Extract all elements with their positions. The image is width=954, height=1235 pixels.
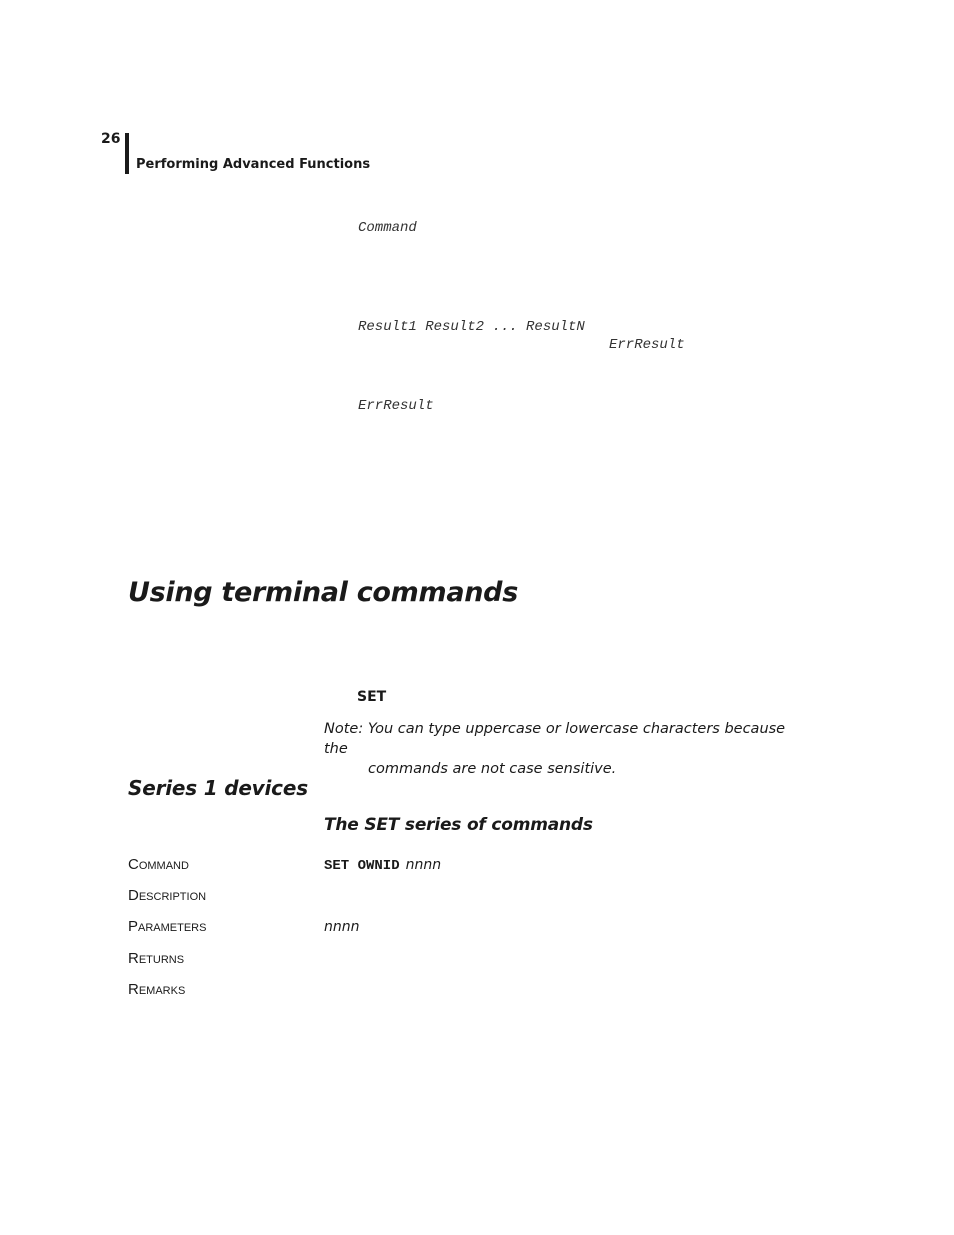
section-title: Using terminal commands: [128, 577, 518, 608]
page-number: 26: [101, 131, 121, 147]
syntax-err-result: ErrResult: [358, 398, 434, 414]
syntax-results: Result1 Result2 ... ResultN: [358, 319, 585, 335]
label-parameters: Parameters: [128, 918, 207, 935]
subsection-title: Series 1 devices: [128, 776, 308, 800]
note-line-2: commands are not case sensitive.: [368, 761, 617, 777]
label-returns: Returns: [128, 950, 185, 967]
label-command: Command: [128, 856, 189, 873]
note-line-1: Note: You can type uppercase or lowercase characters because the: [324, 721, 786, 757]
syntax-err-result-inline: ErrResult: [609, 337, 685, 353]
subsection-subtitle: The SET series of commands: [324, 815, 593, 835]
header-divider-bar: [125, 133, 129, 174]
command-name: SET OWNID: [324, 858, 400, 874]
parameters-value: nnnn: [324, 919, 360, 935]
case-sensitivity-note: [324, 719, 804, 779]
label-description: Description: [128, 887, 207, 904]
command-syntax: [324, 857, 441, 874]
command-param: nnnn: [405, 857, 442, 873]
syntax-command: Command: [358, 220, 417, 236]
running-head: Performing Advanced Functions: [136, 157, 371, 172]
label-remarks: Remarks: [128, 981, 186, 998]
set-keyword: SET: [357, 689, 387, 705]
